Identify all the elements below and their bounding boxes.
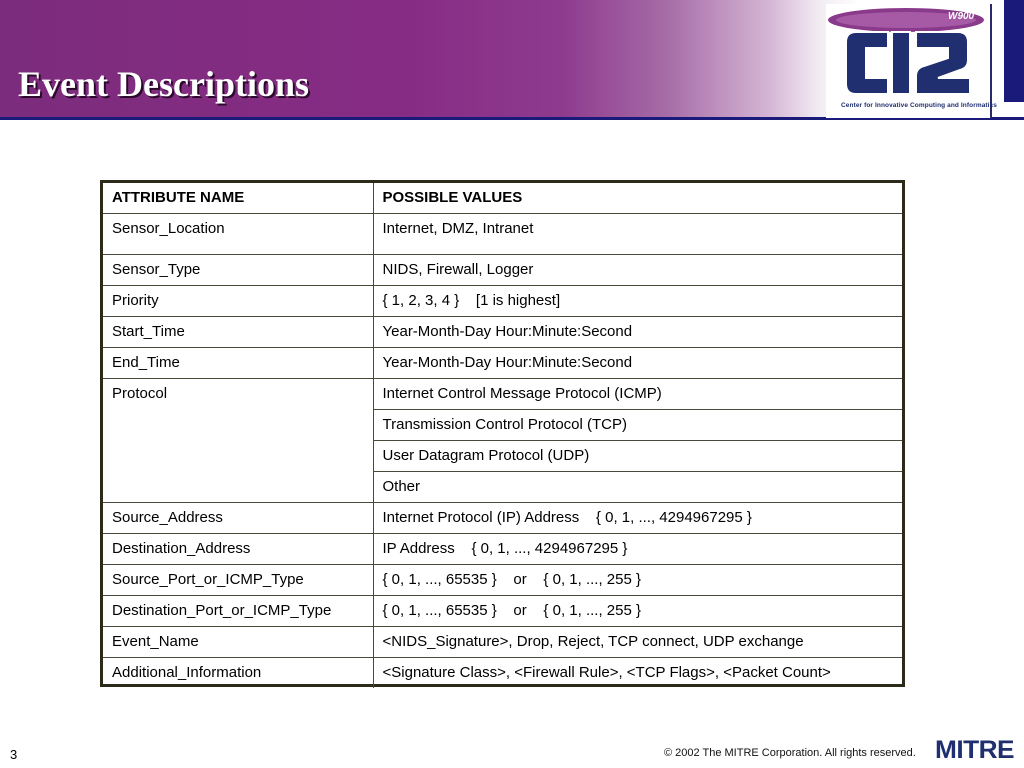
table-row — [103, 255, 902, 286]
value-cell: Internet Protocol (IP) Address { 0, 1, ..., 4294967295 } — [373, 503, 902, 534]
table-row — [103, 286, 902, 317]
attribute-cell: Start_Time — [103, 317, 373, 348]
table-row — [103, 565, 902, 596]
table-row — [103, 317, 902, 348]
table-row — [103, 534, 902, 565]
banner-side-bar — [1004, 0, 1024, 102]
table-row — [103, 379, 902, 410]
value-cell: { 0, 1, ..., 65535 } or { 0, 1, ..., 255 } — [373, 565, 902, 596]
value-cell: Year-Month-Day Hour:Minute:Second — [373, 348, 902, 379]
slide-title: Event Descriptions — [18, 64, 309, 104]
logo-badge: W900 — [948, 11, 975, 22]
table-row — [103, 627, 902, 658]
value-cell: Other — [373, 472, 902, 503]
value-cell: { 0, 1, ..., 65535 } or { 0, 1, ..., 255 } — [373, 596, 902, 627]
table-row — [103, 596, 902, 627]
logo-caption: Center for Innovative Computing and Informatics — [841, 102, 998, 109]
value-cell: IP Address { 0, 1, ..., 4294967295 } — [373, 534, 902, 565]
value-cell: Transmission Control Protocol (TCP) — [373, 410, 902, 441]
table-row — [103, 348, 902, 379]
value-cell: <Signature Class>, <Firewall Rule>, <TCP Flags>, <Packet Count> — [373, 658, 902, 689]
value-cell: User Datagram Protocol (UDP) — [373, 441, 902, 472]
ci2-logo — [826, 4, 998, 118]
value-cell: Internet Control Message Protocol (ICMP) — [373, 379, 902, 410]
attribute-cell: Priority — [103, 286, 373, 317]
attribute-cell: Destination_Address — [103, 534, 373, 565]
value-cell: Internet, DMZ, Intranet — [373, 214, 902, 255]
table-header-row — [103, 183, 902, 214]
attribute-cell: Event_Name — [103, 627, 373, 658]
attribute-cell: End_Time — [103, 348, 373, 379]
page-number: 3 — [10, 747, 18, 762]
attribute-cell-protocol: Protocol — [103, 379, 373, 503]
event-attributes-table — [100, 180, 905, 687]
table-row — [103, 658, 902, 689]
mitre-logo: MITRE — [935, 736, 1015, 764]
value-cell: NIDS, Firewall, Logger — [373, 255, 902, 286]
attribute-cell: Source_Port_or_ICMP_Type — [103, 565, 373, 596]
table-row — [103, 214, 902, 255]
column-header-values: POSSIBLE VALUES — [373, 183, 902, 214]
value-cell: Year-Month-Day Hour:Minute:Second — [373, 317, 902, 348]
attribute-cell: Destination_Port_or_ICMP_Type — [103, 596, 373, 627]
attribute-cell: Sensor_Type — [103, 255, 373, 286]
copyright-notice: © 2002 The MITRE Corporation. All rights reserved. — [664, 747, 916, 759]
table-row — [103, 503, 902, 534]
value-cell: { 1, 2, 3, 4 } [1 is highest] — [373, 286, 902, 317]
attribute-cell: Additional_Information — [103, 658, 373, 689]
attribute-cell: Source_Address — [103, 503, 373, 534]
column-header-attribute: ATTRIBUTE NAME — [103, 183, 373, 214]
attribute-cell: Sensor_Location — [103, 214, 373, 255]
value-cell: <NIDS_Signature>, Drop, Reject, TCP connect, UDP exchange — [373, 627, 902, 658]
